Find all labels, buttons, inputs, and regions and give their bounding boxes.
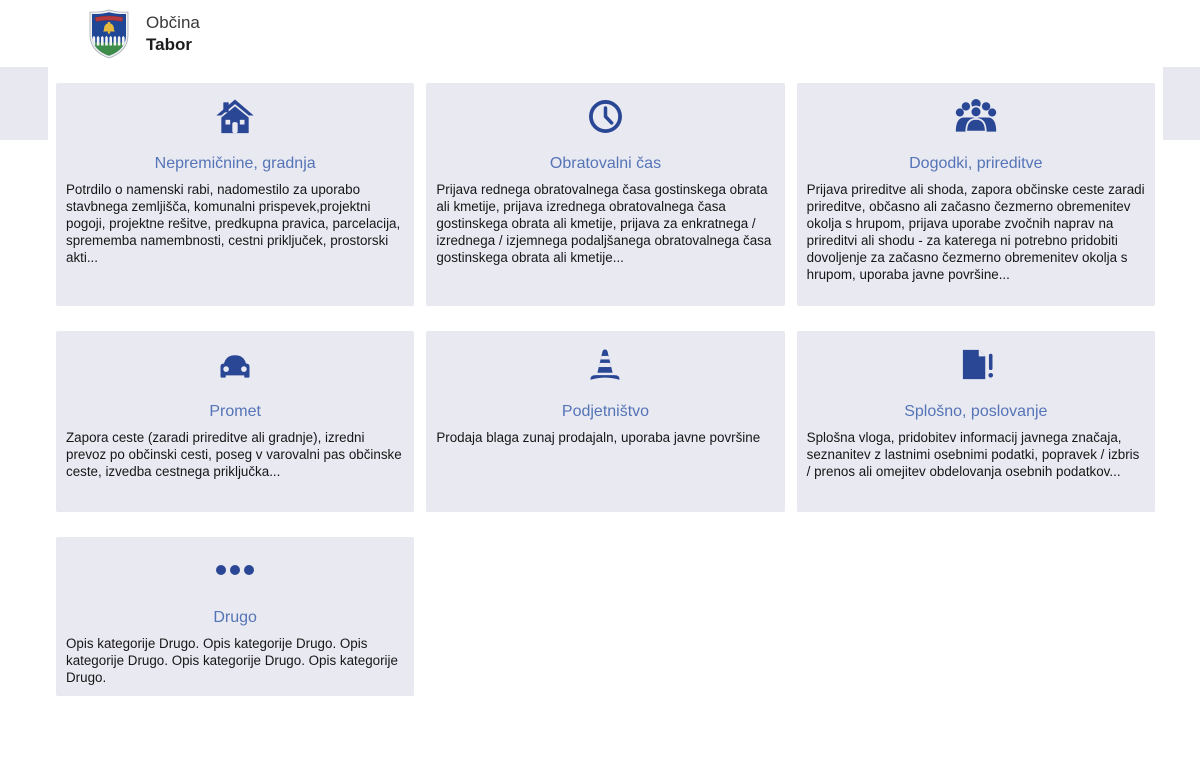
site-title-line1: Občina — [146, 12, 200, 32]
category-card-7[interactable] — [56, 537, 414, 696]
category-title: Splošno, poslovanje — [904, 403, 1048, 420]
category-description: Splošna vloga, pridobitev informacij javnega značaja, seznanitev z lastnimi osebnimi podatki, popravek / izbris / prenos ali omejitev obdelovanja osebnih podatkov... — [806, 430, 1140, 479]
site-header — [0, 0, 1200, 67]
site-title[interactable] — [146, 12, 200, 56]
category-description: Opis kategorije Drugo. Opis kategorije Drugo. Opis kategorije Drugo. Opis kategorije Drugo. Opis kategorije Drugo. — [66, 636, 398, 685]
category-card-1[interactable] — [56, 83, 414, 306]
ellipsis-icon — [66, 551, 404, 589]
category-card-3[interactable] — [797, 83, 1155, 306]
category-title: Promet — [209, 403, 261, 420]
category-description: Prijava rednega obratovalnega časa gostinskega obrata ali kmetije, prijava izrednega obratovalnega časa gostinskega obrata ali kmetije, prijava za enkratnega / izrednega / izjemnega podaljšanega obratovalnega časa gostinskega obrata ali kmetije... — [436, 182, 772, 265]
clock-icon — [436, 97, 774, 135]
category-grid — [56, 83, 1155, 696]
document-alert-icon — [807, 345, 1145, 383]
main-content — [48, 67, 1163, 759]
category-title: Podjetništvo — [561, 403, 650, 420]
category-description: Prijava prireditve ali shoda, zapora občinske ceste zaradi prireditve, občasno ali začasno čezmerno obremenitev okolja s hrupom, prijava uporabe zvočnih naprav na prireditvi ali shodu - za katerega ni potrebno pridobiti dovoljenje za začasno čezmerno obremenitev okolja s hrupom, uporaba javne površine... — [806, 182, 1145, 282]
car-icon — [66, 345, 404, 383]
category-card-4[interactable] — [56, 331, 414, 512]
category-card-5[interactable] — [426, 331, 784, 512]
category-card-2[interactable] — [426, 83, 784, 306]
traffic-cone-icon — [436, 345, 774, 383]
category-title: Dogodki, prireditve — [909, 155, 1043, 172]
house-icon — [66, 97, 404, 135]
category-description: Zapora ceste (zaradi prireditve ali gradnje), izredni prevoz po občinski cesti, poseg v varovalni pas občinske ceste, izvedba cestnega priključka... — [66, 430, 402, 479]
category-title: Nepremičnine, gradnja — [154, 155, 316, 172]
category-title: Obratovalni čas — [549, 155, 662, 172]
people-icon — [807, 97, 1145, 135]
municipality-logo[interactable] — [88, 9, 130, 59]
category-description: Potrdilo o namenski rabi, nadomestilo za uporabo stavbnega zemljišča, komunalni prispevek,projektni pogoji, projektne rešitve, predkupna pravica, parcelacija, sprememba namembnosti, cestni priključek, prostorski akti... — [66, 182, 401, 265]
category-card-6[interactable] — [797, 331, 1155, 512]
category-description: Prodaja blaga zunaj prodajaln, uporaba javne površine — [436, 430, 761, 445]
category-title: Drugo — [213, 609, 257, 626]
site-title-line2: Tabor — [146, 34, 192, 54]
